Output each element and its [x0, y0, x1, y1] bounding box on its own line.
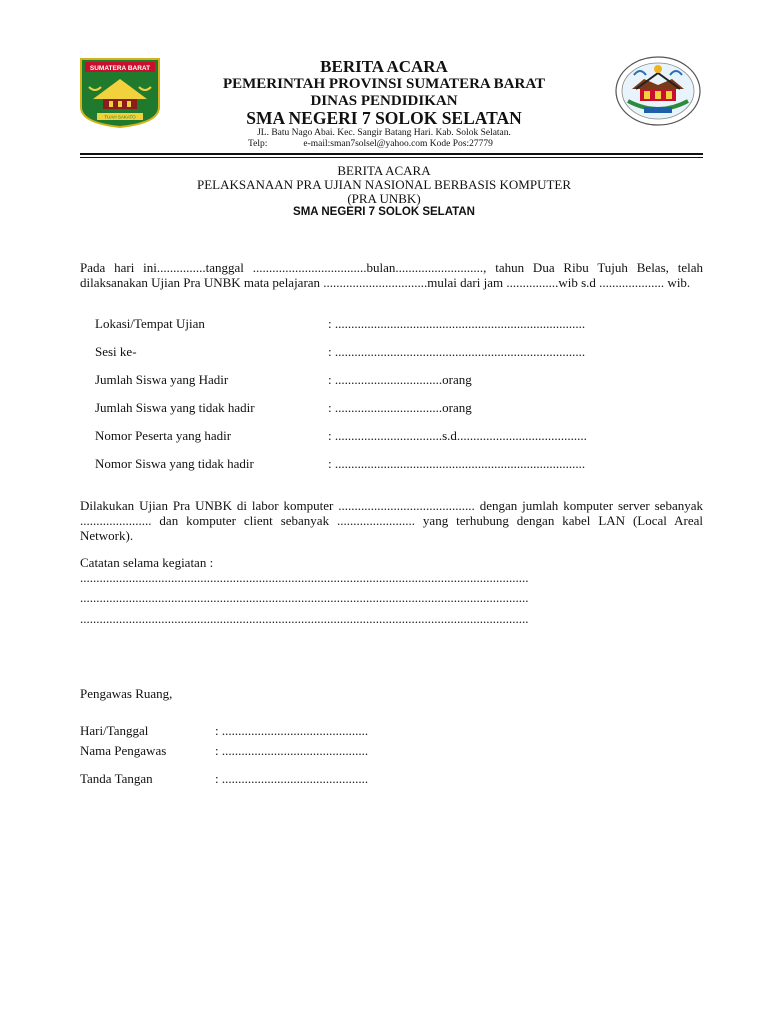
doc-title-line3: (PRA UNBK)	[347, 191, 421, 206]
field-label-tidak-hadir: Jumlah Siswa yang tidak hadir	[95, 400, 255, 415]
lab-paragraph: Dilakukan Ujian Pra UNBK di labor komputer .......................................... dengan jumlah komputer server sebanyak ...................... dan komputer client sebanyak ........................ yang terhubung dengan kabel LAN (Local Areal Network).	[80, 498, 703, 543]
header-berita-acara: BERITA ACARA	[320, 57, 448, 76]
header-pemerintah: PEMERINTAH PROVINSI SUMATERA BARAT	[222, 76, 546, 92]
doc-title-line4: SMA NEGERI 7 SOLOK SELATAN	[293, 206, 475, 218]
signature-label-sign: Tanda Tangan	[80, 771, 153, 786]
logo-left-title: SUMATERA BARAT	[89, 65, 151, 72]
signature-value-date: : .............................................	[215, 723, 369, 738]
field-value-tidak-hadir: : .................................orang	[328, 400, 472, 415]
signature-heading: Pengawas Ruang,	[80, 686, 173, 701]
signature-value-name: : .............................................	[215, 743, 369, 758]
intro-paragraph: Pada hari ini...............tanggal ...................................bulan..........................., tahun Dua Ribu Tujuh Belas, telah dilaksanakan Ujian Pra UNBK mata pelajaran ................................mulai dari jam ................wib s.d .................... wib.	[80, 260, 703, 290]
signature-label-date: Hari/Tanggal	[80, 723, 149, 738]
field-value-sesi: : .............................................................................	[328, 344, 586, 359]
logo-left-ribbon: TUAH SAKATO	[104, 114, 136, 120]
header-contact	[248, 139, 493, 149]
field-label-sesi: Sesi ke-	[95, 344, 137, 359]
email-line: e-mail:sman7solsel@yahoo.com Kode Pos:27779	[303, 139, 493, 149]
field-value-lokasi: : .............................................................................	[328, 316, 586, 331]
doc-title-line1: BERITA ACARA	[337, 163, 431, 178]
signature-label-name: Nama Pengawas	[80, 743, 167, 758]
doc-title-line2: PELAKSANAAN PRA UJIAN NASIONAL BERBASIS KOMPUTER	[196, 177, 572, 192]
field-label-hadir: Jumlah Siswa yang Hadir	[95, 372, 229, 387]
header-address: JL. Batu Nago Abai. Kec. Sangir Batang Hari. Kab. Solok Selatan.	[257, 128, 511, 138]
notes-line: ..........................................................................................................................................	[80, 590, 529, 605]
field-value-nomor-peserta: : .................................s.d........................................	[328, 428, 587, 443]
header-school-name: SMA NEGERI 7 SOLOK SELATAN	[246, 108, 522, 128]
notes-line: ..........................................................................................................................................	[80, 570, 529, 585]
field-value-nomor-siswa: : .............................................................................	[328, 456, 586, 471]
signature-value-sign: : .............................................	[215, 771, 369, 786]
field-label-lokasi: Lokasi/Tempat Ujian	[95, 316, 205, 331]
notes-line: ..........................................................................................................................................	[80, 611, 529, 626]
notes-label: Catatan selama kegiatan :	[80, 555, 214, 570]
telp-label: Telp:	[248, 139, 268, 149]
header-dinas: DINAS PENDIDIKAN	[310, 93, 458, 109]
field-value-hadir: : .................................orang	[328, 372, 472, 387]
letterhead-rule-thick	[80, 153, 703, 155]
letterhead-rule-thin	[80, 157, 703, 158]
field-label-nomor-peserta: Nomor Peserta yang hadir	[95, 428, 232, 443]
field-label-nomor-siswa: Nomor Siswa yang tidak hadir	[95, 456, 254, 471]
